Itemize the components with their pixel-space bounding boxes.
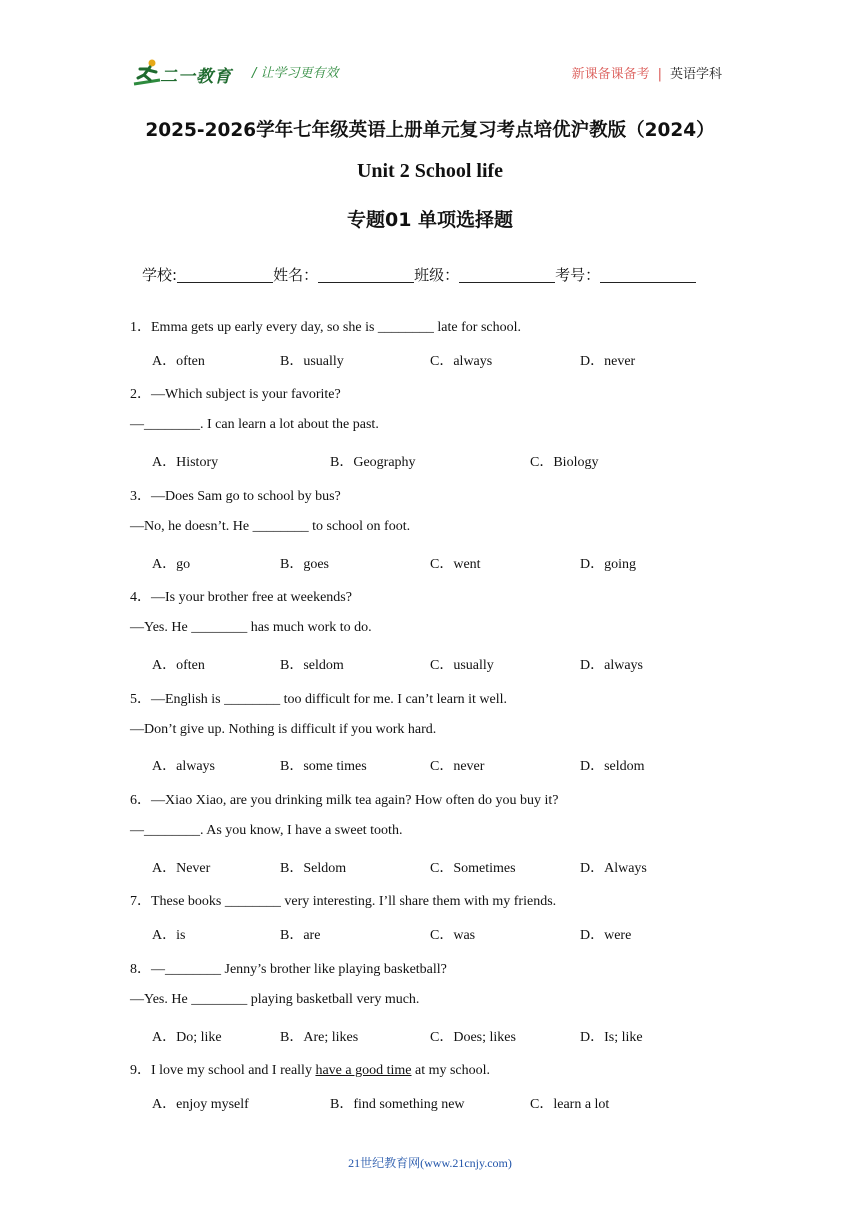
question-2-stem: 2．—Which subject is your favorite? <box>130 387 341 402</box>
question-4-answer-line: —Yes. He ________ has much work to do. <box>130 620 372 635</box>
q3-option-d[interactable]: D．going <box>580 557 636 572</box>
q4-option-a[interactable]: A．often <box>152 658 205 673</box>
q9-text-before: 9．I love my school and I really <box>130 1063 316 1078</box>
document-title: 2025-2026学年七年级英语上册单元复习考点培优沪教版（2024） <box>145 120 715 141</box>
school-blank[interactable] <box>177 266 273 283</box>
q2-option-c[interactable]: C．Biology <box>530 455 599 470</box>
q7-option-c[interactable]: C．was <box>430 928 476 943</box>
header-tagline: 新课备课备考 <box>571 67 650 82</box>
question-5-stem: 5．—English is ________ too difficult for me. I can’t learn it well. <box>130 692 508 707</box>
q3-option-a[interactable]: A．go <box>152 557 191 572</box>
question-8-answer-line: —Yes. He ________ playing basketball very much. <box>130 992 420 1007</box>
header-separator: | <box>657 67 662 82</box>
question-6-answer-line: —________. As you know, I have a sweet tooth. <box>130 823 403 838</box>
q6-option-b[interactable]: B．Seldom <box>280 861 347 876</box>
school-label: 学校: <box>142 266 178 284</box>
class-label: 班级： <box>414 266 460 284</box>
q7-option-b[interactable]: B．are <box>280 928 321 943</box>
page-footer: 21世纪教育网(www.21cnjy.com) <box>348 1156 512 1170</box>
number-blank[interactable] <box>600 266 696 283</box>
q1-option-c[interactable]: C．always <box>430 354 493 369</box>
name-blank[interactable] <box>318 266 414 283</box>
class-blank[interactable] <box>459 266 555 283</box>
q2-option-a[interactable]: A．History <box>152 455 219 470</box>
q2-option-b[interactable]: B．Geography <box>330 455 416 470</box>
q1-option-d[interactable]: D．never <box>580 354 636 369</box>
student-info-line <box>142 264 696 285</box>
question-7-stem: 7．These books ________ very interesting. I’ll share them with my friends. <box>130 894 557 909</box>
question-4-stem: 4．—Is your brother free at weekends? <box>130 590 352 605</box>
q6-option-c[interactable]: C．Sometimes <box>430 861 516 876</box>
q4-option-d[interactable]: D．always <box>580 658 643 673</box>
q9-text-after: at my school. <box>411 1063 491 1078</box>
q6-option-a[interactable]: A．Never <box>152 861 211 876</box>
q8-option-a[interactable]: A．Do; like <box>152 1030 222 1045</box>
q5-option-a[interactable]: A．always <box>152 759 215 774</box>
question-2-answer-line: —________. I can learn a lot about the past. <box>130 417 379 432</box>
q7-option-d[interactable]: D．were <box>580 928 632 943</box>
runner-logo-icon <box>130 58 164 88</box>
question-6-stem: 6．—Xiao Xiao, are you drinking milk tea again? How often do you buy it? <box>130 793 559 808</box>
q8-option-d[interactable]: D．Is; like <box>580 1030 643 1045</box>
q8-option-c[interactable]: C．Does; likes <box>430 1030 516 1045</box>
slogan: / 让学习更有效 <box>252 66 339 81</box>
q9-underlined-phrase: have a good time <box>315 1063 412 1078</box>
q9-option-c[interactable]: C．learn a lot <box>530 1097 610 1112</box>
q9-option-a[interactable]: A．enjoy myself <box>152 1097 249 1112</box>
q6-option-d[interactable]: D．Always <box>580 861 647 876</box>
q5-option-c[interactable]: C．never <box>430 759 485 774</box>
q5-option-d[interactable]: D．seldom <box>580 759 645 774</box>
q9-option-b[interactable]: B．find something new <box>330 1097 465 1112</box>
q1-option-a[interactable]: A．often <box>152 354 205 369</box>
question-3-stem: 3．—Does Sam go to school by bus? <box>130 489 341 504</box>
question-5-answer-line: —Don’t give up. Nothing is difficult if you work hard. <box>130 722 437 737</box>
number-label: 考号： <box>555 266 601 284</box>
q3-option-b[interactable]: B．goes <box>280 557 329 572</box>
question-9-stem <box>130 1059 490 1079</box>
logo <box>130 58 242 88</box>
q8-option-b[interactable]: B．Are; likes <box>280 1030 359 1045</box>
q4-option-b[interactable]: B．seldom <box>280 658 344 673</box>
unit-title: Unit 2 School life <box>356 160 504 182</box>
name-label: 姓名： <box>273 266 319 284</box>
question-8-stem: 8．—________ Jenny’s brother like playing basketball? <box>130 962 447 977</box>
question-1-stem: 1．Emma gets up early every day, so she is ________ late for school. <box>130 320 522 335</box>
q4-option-c[interactable]: C．usually <box>430 658 494 673</box>
q5-option-b[interactable]: B．some times <box>280 759 367 774</box>
q7-option-a[interactable]: A．is <box>152 928 186 943</box>
header-subject: 英语学科 <box>669 67 722 82</box>
q1-option-b[interactable]: B．usually <box>280 354 344 369</box>
logo-text: 二一教育 <box>160 67 232 87</box>
header-right <box>572 63 722 82</box>
q3-option-c[interactable]: C．went <box>430 557 481 572</box>
page-header <box>130 52 730 92</box>
topic-title: 专题01 单项选择题 <box>346 209 514 231</box>
question-3-answer-line: —No, he doesn’t. He ________ to school on foot. <box>130 519 411 534</box>
